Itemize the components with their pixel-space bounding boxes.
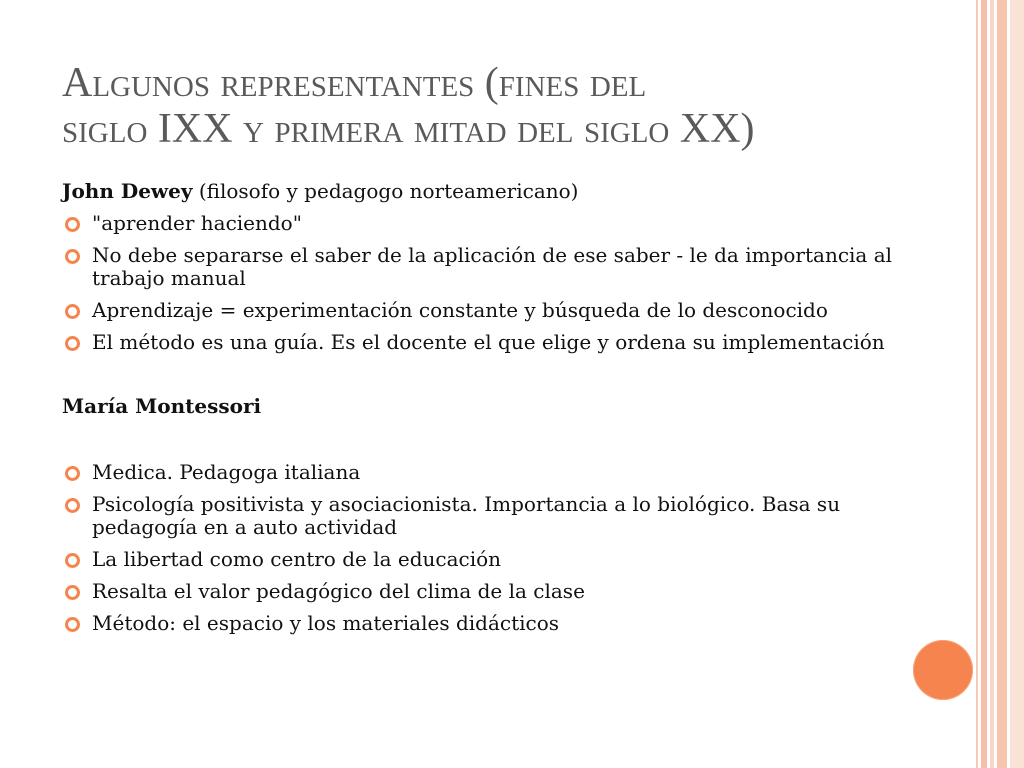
bullet-circle-icon	[65, 304, 80, 319]
list-item	[62, 299, 912, 322]
list-item	[62, 548, 912, 571]
decorative-stripe	[981, 0, 987, 768]
bullet-text: Método: el espacio y los materiales didácticos	[92, 611, 560, 635]
decorative-stripe	[997, 0, 1007, 768]
dewey-heading	[62, 180, 912, 203]
bullet-circle-icon	[65, 585, 80, 600]
decorative-circle	[913, 640, 973, 700]
dewey-description: (filosofo y pedagogo norteamericano)	[192, 179, 579, 203]
decorative-stripe	[990, 0, 994, 768]
list-item	[62, 580, 912, 603]
bullet-circle-icon	[65, 336, 80, 351]
bullet-circle-icon	[65, 466, 80, 481]
bullet-text: Psicología positivista y asociacionista. Importancia a lo biológico. Basa su pedagogía en a auto actividad	[92, 492, 841, 539]
list-item	[62, 612, 912, 635]
decorative-stripe	[976, 0, 978, 768]
montessori-heading	[62, 395, 912, 418]
dewey-name: John Dewey	[62, 179, 193, 203]
bullet-text: Aprendizaje = experimentación constante y búsqueda de lo desconocido	[92, 298, 828, 322]
bullet-text: Resalta el valor pedagógico del clima de la clase	[92, 579, 585, 603]
decorative-stripe	[1010, 0, 1024, 768]
bullet-circle-icon	[65, 617, 80, 632]
montessori-bullet-list	[62, 461, 912, 635]
bullet-text: "aprender haciendo"	[92, 211, 302, 235]
bullet-text: La libertad como centro de la educación	[92, 547, 502, 571]
bullet-circle-icon	[65, 249, 80, 264]
montessori-name: María Montessori	[62, 394, 262, 418]
title-line-1: Algunos representantes (fines del	[62, 60, 647, 106]
slide-content	[62, 180, 912, 644]
bullet-circle-icon	[65, 217, 80, 232]
list-item	[62, 461, 912, 484]
dewey-bullet-list	[62, 212, 912, 354]
list-item	[62, 331, 912, 354]
list-item	[62, 493, 912, 539]
slide-title	[62, 60, 922, 152]
bullet-circle-icon	[65, 498, 80, 513]
title-line-2: siglo IXX y primera mitad del siglo XX)	[62, 106, 755, 152]
bullet-text: El método es una guía. Es el docente el que elige y ordena su implementación	[92, 330, 885, 354]
bullet-circle-icon	[65, 553, 80, 568]
list-item	[62, 212, 912, 235]
bullet-text: Medica. Pedagoga italiana	[92, 460, 361, 484]
list-item	[62, 244, 912, 290]
bullet-text: No debe separarse el saber de la aplicación de ese saber - le da importancia al trabajo manual	[92, 243, 893, 290]
